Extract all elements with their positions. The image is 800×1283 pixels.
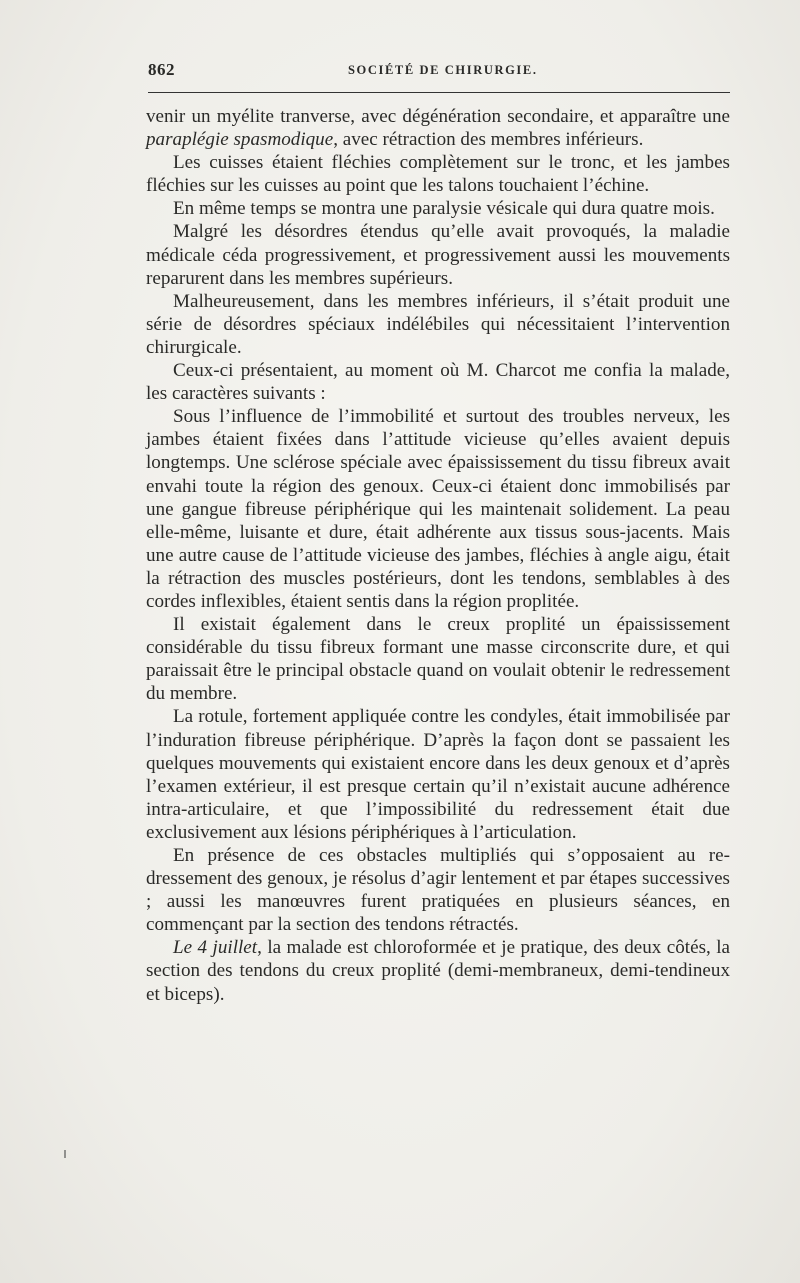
text-segment: , avec rétraction des membres inférieurs. [333,129,644,151]
header-rule [148,92,730,93]
text-segment: En présence de ces obstacles multipliés qui s’opposaient au redressement des genoux, je résolus d’agir lentement et par étapes successives ; aussi les manœuvres furent pratiquées en plusieurs séances, en commençant par la section des tendons rétractés. [146,845,730,936]
text-segment: venir un myélite tranverse, avec dégénération secondaire, et apparaître une [146,106,730,127]
text-segment: Malgré les désordres étendus qu’elle avait provoqués, la maladie médicale céda progressivement, et progressivement aussi les mouvements reparurent dans les membres supérieurs. [146,221,730,289]
text-segment: Malheureusement, dans les membres inférieurs, il s’était produit une série de désordres spéciaux indélébiles qui nécessitaient l’intervention chirurgicale. [146,290,730,358]
italic-segment: paraplégie spasmodique [146,129,334,151]
text-segment: En même temps se montra une paralysie vésicale qui dura quatre mois. [173,198,715,220]
scan-speck [64,1150,66,1158]
paragraph [146,105,730,151]
text-segment: Ceux-ci présentaient, au moment où M. Charcot me confia la malade, les caractères suivants : [146,360,730,405]
italic-segment: Le 4 juillet [173,937,258,959]
text-segment: Les cuisses étaient fléchies complètement sur le tronc, et les jambes fléchies sur les cuisses au point que les talons touchaient l’échine. [146,152,730,197]
paragraph [146,844,730,936]
page-number: 862 [148,60,175,79]
paragraph [146,705,730,844]
paragraph [146,359,730,405]
paragraph [146,290,730,359]
paragraph [146,220,730,289]
paragraph [146,151,730,197]
paragraph [146,613,730,705]
body-text [146,105,730,1006]
running-head: SOCIÉTÉ DE CHIRURGIE. [348,63,538,77]
text-segment: Sous l’influence de l’immobilité et surtout des troubles nerveux, les jambes étaient fixées dans l’attitude vicieuse qu’elles avaient depuis longtemps. Une sclérose spéciale avec épaississement du tissu fibreux avait envahi toute la région des genoux. Ceux-ci étaient donc immobilisés par une gangue fibreuse périphérique qui les maintenait solidement. La peau elle-même, luisante et dure, était adhérente aux tissus sous-jacents. Mais une autre cause de l’attitude vicieuse des jambes, fléchies à angle aigu, était la rétraction des muscles postérieurs, dont les tendons, semblables à des cordes inflexibles, étaient sentis dans la région proplitée. [146,406,730,612]
paragraph [146,405,730,613]
paragraph [146,936,730,1005]
page-header [148,60,728,84]
text-segment: Il existait également dans le creux proplité un épaississement considérable du tissu fibreux formant une masse circonscrite dure, et qui paraissait être le principal obstacle quand on voulait obtenir le redressement du membre. [146,614,730,705]
paragraph [146,197,730,220]
text-segment: La rotule, fortement appliquée contre les condyles, était immobilisée par l’induration fibreuse périphérique. D’après la façon dont se passaient les quelques mouvements qui existaient encore dans les deux genoux et d’après l’examen extérieur, il est presque certain qu’il n’existait aucune adhérence intra-articulaire, et que l’impossibilité du redressement était due exclusivement aux lésions périphériques à l’articulation. [146,706,730,843]
text-segment: , la malade est chloroformée et je pratique, des deux côtés, la section des tendons du creux proplité (demi-membraneux, demi-tendineux et biceps). [146,937,730,1005]
